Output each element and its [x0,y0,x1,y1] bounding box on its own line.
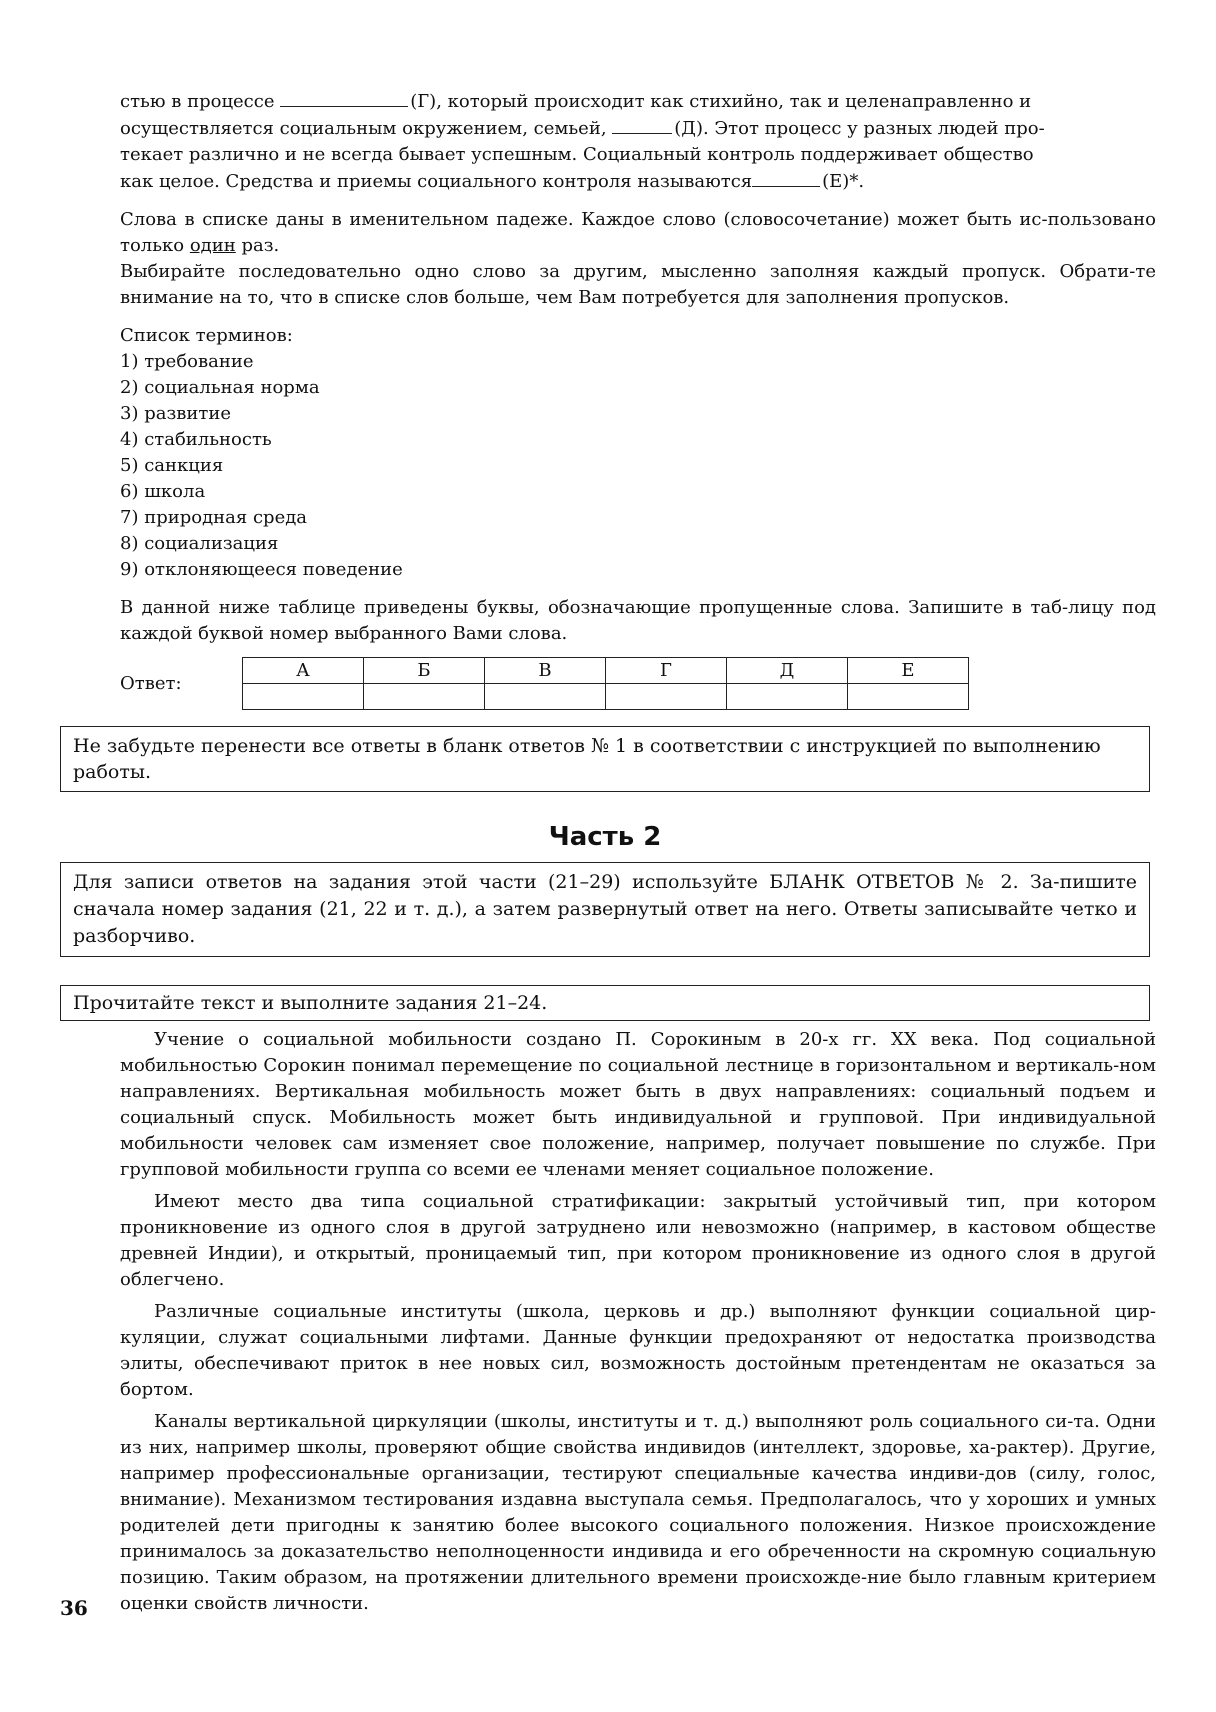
list-item: 4) стабильность [120,429,272,450]
term-list [120,349,1156,583]
reminder-box: Не забудьте перенести все ответы в бланк ответов № 1 в соответствии с инструкцией по выполнению работы. [60,726,1150,792]
answer-cell-b[interactable] [364,684,485,710]
answer-letter: Г [606,658,727,684]
text-paragraph: Различные социальные институты (школа, церковь и др.) выполняют функции социальной цир-куляции, служат социальными лифтами. Данные функции предохраняют от недостатка производства элиты, обеспечивают приток в нее новых сил, возможность достойным претендентам не оказаться за бортом. [120,1301,1156,1400]
part-2-instructions: Для записи ответов на задания этой части (21–29) используйте БЛАНК ОТВЕТОВ № 2. За-пишите сначала номер задания (21, 22 и т. д.), а затем развернутый ответ на него. Ответы записывайте четко и разборчиво. [60,862,1150,957]
blank-e [752,168,820,187]
answer-letter: Д [727,658,848,684]
reading-text [120,1027,1156,1617]
list-item: 5) санкция [120,455,224,476]
text-paragraph: Учение о социальной мобильности создано П. Сорокиным в 20-х гг. XX века. Под социальной мобильностью Сорокин понимал перемещение по социальной лестнице в горизонтальном и вертикаль-ном направлениях. Вертикальная мобильность может быть в двух направлениях: социальный подъем и социальный спуск. Мобильность может быть индивидуальной и групповой. При индивидуальной мобильности человек сам изменяет свое положение, например, получает повышение по службе. При групповой мобильности группа со всеми ее членами меняет социальное положение. [120,1029,1156,1180]
answer-letter: В [485,658,606,684]
answer-cell-e[interactable] [848,684,969,710]
rules-paragraph-2: Выбирайте последовательно одно слово за другим, мысленно заполняя каждый пропуск. Обрати-те внимание на то, что в списке слов больше, чем Вам потребуется для заполнения пропусков. [120,261,1156,308]
answer-letter: Б [364,658,485,684]
intro-line-1: стью в процессе (Г), который происходит как стихийно, так и целенаправленно и [120,88,1156,115]
list-item: 7) природная среда [120,507,308,528]
intro-line-3: текает различно и не всегда бывает успешным. Социальный контроль поддерживает общество [120,144,1034,165]
answer-table [242,657,969,710]
list-item: 6) школа [120,481,206,502]
answer-letter: А [243,658,364,684]
answer-header-row [243,658,969,684]
read-prompt: Прочитайте текст и выполните задания 21–24. [60,985,1150,1021]
answer-cell-d[interactable] [727,684,848,710]
answer-label: Ответ: [120,673,182,694]
blank-d [612,115,672,134]
answer-input-row [243,684,969,710]
intro-fragment [120,88,1156,195]
list-item: 3) развитие [120,403,232,424]
page-number: 36 [60,1596,88,1620]
intro-line-4: как целое. Средства и приемы социального контроля называются (Е)*. [120,168,1156,195]
table-instruction: В данной ниже таблице приведены буквы, обозначающие пропущенные слова. Запишите в таб-лицу под каждой буквой номер выбранного Вами слова. [120,597,1156,644]
answer-cell-a[interactable] [243,684,364,710]
answer-cell-g[interactable] [606,684,727,710]
list-item: 2) социальная норма [120,377,320,398]
answer-letter: Е [848,658,969,684]
part-2-title: Часть 2 [548,822,662,852]
term-list-heading: Список терминов: [120,325,293,346]
underlined-word: один [189,235,236,256]
answer-row [120,657,1156,710]
intro-line-2: осуществляется социальным окружением, семьей, (Д). Этот процесс у разных людей про- [120,115,1156,142]
blank-g [280,88,408,107]
rules-paragraph-1: Слова в списке даны в именительном падеже. Каждое слово (словосочетание) может быть ис-пользовано только один раз. [120,209,1156,256]
text-paragraph: Каналы вертикальной циркуляции (школы, институты и т. д.) выполняют роль социального си-та. Одни из них, например школы, проверяют общие свойства индивидов (интеллект, здоровье, ха-рактер). Другие, например профессиональные организации, тестируют специальные качества индиви-дов (силу, голос, внимание). Механизмом тестирования издавна выступала семья. Предполагалось, что у хороших и умных родителей дети пригодны к занятию более высокого социального положения. Низкое происхождение принималось за доказательство неполноценности индивида и его обреченности на скромную социальную позицию. Таким образом, на протяжении длительного времени происхожде-ние было главным критерием оценки свойств личности. [120,1411,1156,1614]
answer-cell-v[interactable] [485,684,606,710]
text-paragraph: Имеют место два типа социальной стратификации: закрытый устойчивый тип, при котором проникновение из одного слоя в другой затруднено или невозможно (например, в кастовом обществе древней Индии), и открытый, проницаемый тип, при котором проникновение из одного слоя в другой облегчено. [120,1191,1156,1290]
list-item: 1) требование [120,351,254,372]
list-item: 8) социализация [120,533,279,554]
rules [120,207,1156,311]
list-item: 9) отклоняющееся поведение [120,559,403,580]
term-list-section [120,323,1156,583]
